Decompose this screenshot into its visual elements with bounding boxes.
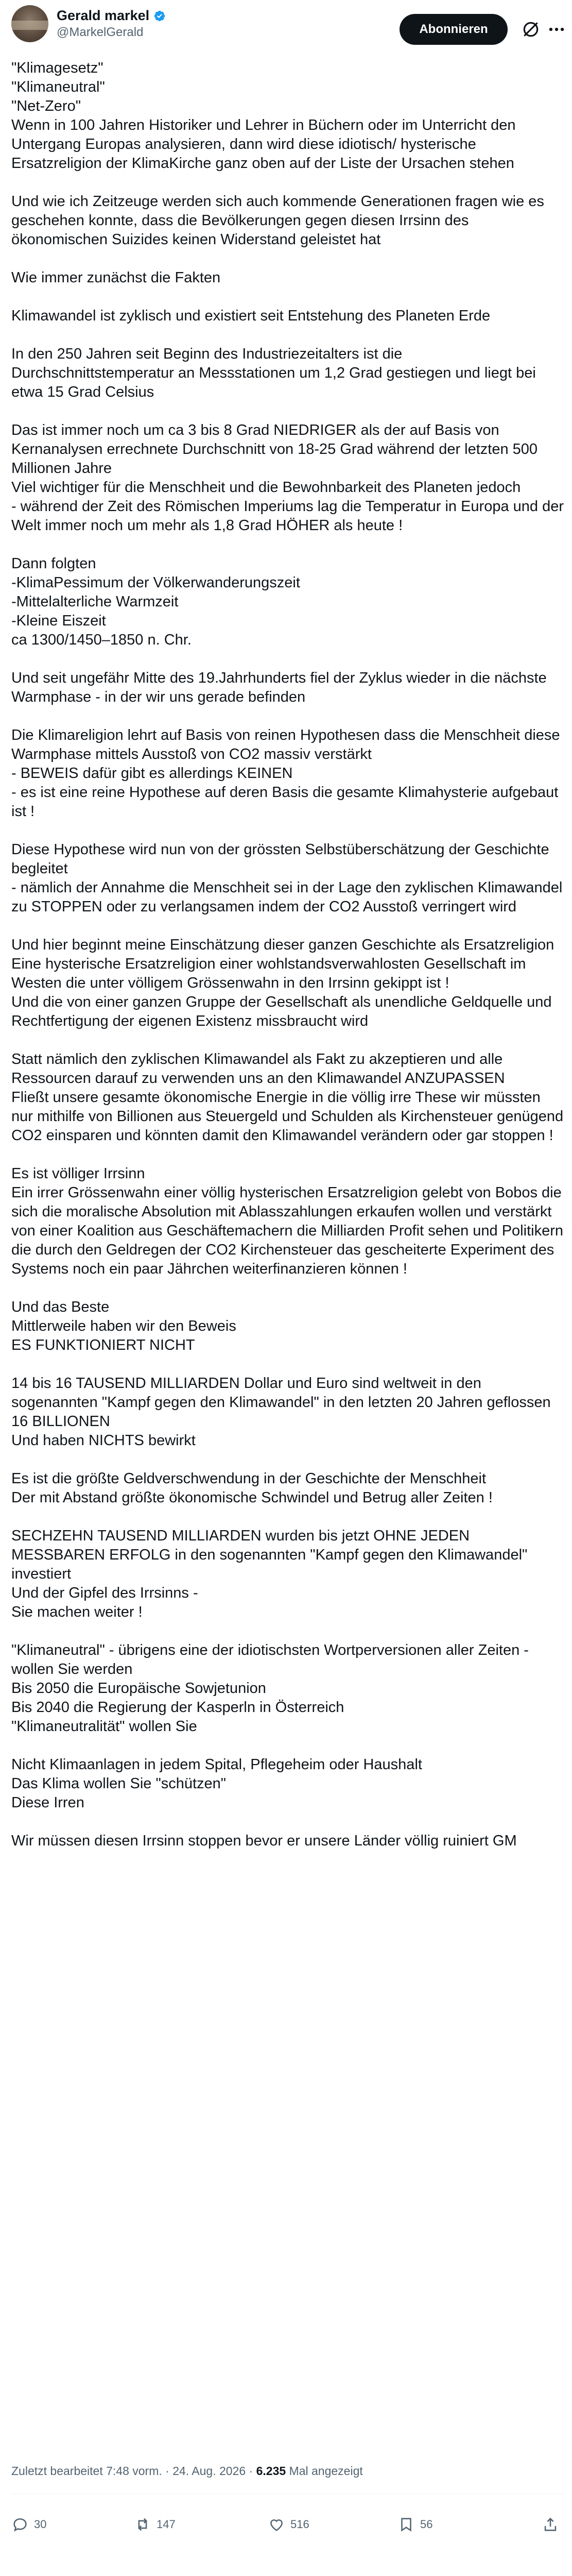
share-button[interactable] (542, 2514, 559, 2535)
tweet-paragraph: Diese Hypothese wird nun von der grössten Selbstüberschätzung der Geschichte begleitet - nämlich der Annahme die Menschheit sei in der Lage den zyklischen Klimawandel zu STOPPEN oder zu verlangsamen indem der CO2 Ausstoß verringert wird (11, 841, 563, 915)
bookmark-icon (397, 2516, 415, 2533)
follow-button[interactable]: Abonnieren (400, 14, 508, 45)
tweet-text (11, 59, 565, 1851)
bookmark-button[interactable] (397, 2514, 432, 2535)
tweet-paragraph: Und seit ungefähr Mitte des 19.Jahrhunderts fiel der Zyklus wieder in die nächste Warmphase - in der wir uns gerade befinden (11, 670, 547, 705)
tweet-paragraph: Statt nämlich den zyklischen Klimawandel als Fakt zu akzeptieren und alle Ressourcen darauf zu verwenden uns an den Klimawandel ANZUPASSEN Fließt unsere gesamte ökonomische Energie in die völlig irre These wir müssten nur mithilfe von Billionen aus Steuergeld und Schulden als Kirchensteuer genügend CO2 einsparen und könnten damit den Klimawandel verändern oder gar stoppen ! (11, 1051, 564, 1144)
display-name[interactable] (57, 7, 166, 24)
tweet-paragraph: Und hier beginnt meine Einschätzung dieser ganzen Geschichte als Ersatzreligion Eine hysterische Ersatzreligion einer wohlstandsverwahlosten Gesellschaft im Westen die unter völligem Grössenwahn in den Irrsinn gekippt ist ! Und die von einer ganzen Gruppe der Gesellschaft als unendliche Geldquelle und Rechtfertigung der eigenen Existenz missbraucht wird (11, 937, 554, 1029)
tweet-paragraph: In den 250 Jahren seit Beginn des Industriezeitalters ist die Durchschnittstemperatur an Messstationen um 1,2 Grad gestiegen und liegt bei etwa 15 Grad Celsius (11, 346, 536, 400)
tweet-paragraph: SECHZEHN TAUSEND MILLIARDEN wurden bis jetzt OHNE JEDEN MESSBAREN ERFOLG in den sogenannten "Kampf gegen den Klimawandel" investiert Und der Gipfel des Irrsinns - Sie machen weiter ! (11, 1528, 528, 1620)
tweet-paragraph: Dann folgten -KlimaPessimum der Völkerwanderungszeit -Mittelalterliche Warmzeit -Kleine Eiszeit ca 1300/1450–1850 n. Chr. (11, 555, 300, 648)
repost-button[interactable] (134, 2514, 176, 2535)
like-button[interactable] (268, 2514, 309, 2535)
repost-icon (134, 2516, 151, 2533)
share-icon (542, 2516, 559, 2533)
tweet-paragraph: Es ist die größte Geldverschwendung in der Geschichte der Menschheit Der mit Abstand größte ökonomische Schwindel und Betrug aller Zeiten ! (11, 1470, 493, 1506)
tweet-paragraph: 14 bis 16 TAUSEND MILLIARDEN Dollar und Euro sind weltweit in den sogenannten "Kampf gegen den Klimawandel" in den letzten 20 Jahren geflossen 16 BILLIONEN Und haben NICHTS bewirkt (11, 1375, 551, 1449)
tweet-meta (11, 2463, 363, 2479)
reply-button[interactable] (11, 2514, 46, 2535)
grok-icon[interactable] (521, 20, 541, 39)
tweet-paragraph: Wie immer zunächst die Fakten (11, 269, 221, 286)
tweet-paragraph: Klimawandel ist zyklisch und existiert seit Entstehung des Planeten Erde (11, 308, 491, 324)
like-count: 516 (290, 2518, 309, 2531)
verified-badge-icon (153, 10, 166, 22)
heart-icon (268, 2516, 285, 2533)
display-name-text[interactable]: Gerald markel (57, 8, 150, 23)
tweet-paragraph: "Klimaneutral" - übrigens eine der idiotischsten Wortperversionen aller Zeiten - wollen Sie werden Bis 2050 die Europäische Sowjetunion Bis 2040 die Regierung der Kasperln in Österreich "Klimaneutralität" wollen Sie (11, 1642, 529, 1735)
reply-icon (11, 2516, 29, 2533)
tweet-paragraph: "Klimagesetz" "Klimaneutral" "Net-Zero" Wenn in 100 Jahren Historiker und Lehrer in Büchern oder im Unterricht den Untergang Europas analysieren, dann wird diese idiotisch/ hysterische Ersatzreligion der KlimaKirche ganz oben auf der Liste der Ursachen stehen (11, 60, 516, 172)
tweet-paragraph: Nicht Klimaanlagen in jedem Spital, Pflegeheim oder Haushalt Das Klima wollen Sie "schützen" Diese Irren (11, 1756, 422, 1811)
avatar[interactable] (11, 5, 48, 42)
tweet-header (0, 0, 572, 52)
tweet-paragraph: Die Klimareligion lehrt auf Basis von reinen Hypothesen dass die Menschheit diese Warmphase mittels Ausstoß von CO2 massiv verstärkt - BEWEIS dafür gibt es allerdings KEINEN - es ist eine reine Hypothese auf deren Basis die gesamte Klimahysterie aufgebaut ist ! (11, 727, 560, 820)
more-options-icon[interactable] (547, 20, 566, 39)
tweet-paragraph: Und das Beste Mittlerweile haben wir den Beweis ES FUNKTIONIERT NICHT (11, 1299, 236, 1353)
tweet-paragraph: Das ist immer noch um ca 3 bis 8 Grad NIEDRIGER als der auf Basis von Kernanalysen errechnete Durchschnitt von 18-25 Grad während der letzten 500 Millionen Jahre Viel wichtiger für die Menschheit und die Bewohnbarkeit des Planeten jedoch - während der Zeit des Römischen Imperiums lag die Temperatur in Europa und der Welt immer noch um mehr als 1,8 Grad HÖHER als heute ! (11, 422, 564, 534)
views-count: 6.235 (256, 2464, 286, 2478)
bookmark-count: 56 (420, 2518, 433, 2531)
tweet-paragraph: Wir müssen diesen Irrsinn stoppen bevor er unsere Länder völlig ruiniert GM (11, 1833, 517, 1849)
views-label: Mal angezeigt (286, 2464, 363, 2478)
tweet-paragraph: Und wie ich Zeitzeuge werden sich auch kommende Generationen fragen wie es geschehen konnte, dass die Bevölkerungen gegen diesen Irrsinn des ökonomischen Suizides keinen Widerstand geleistet hat (11, 193, 544, 248)
edited-timestamp[interactable]: Zuletzt bearbeitet 7:48 vorm. · 24. Aug. 2026 · (11, 2464, 256, 2478)
user-handle[interactable]: @MarkelGerald (57, 25, 144, 39)
reply-count: 30 (34, 2518, 47, 2531)
tweet-paragraph: Es ist völliger Irrsinn Ein irrer Grössenwahn einer völlig hysterischen Ersatzreligion gelebt von Bobos die sich die moralische Absolution mit Ablasszahlungen erkaufen wollen und verstärkt von einer Koalition aus Geschäftemachern die Milliarden Profit sehen und Politikern die durch den Geldregen der CO2 Kirchensteuer das gescheiterte Experiment des Systems noch ein paar Jährchen weiterfinanzieren können ! (11, 1165, 563, 1277)
repost-count: 147 (157, 2518, 176, 2531)
